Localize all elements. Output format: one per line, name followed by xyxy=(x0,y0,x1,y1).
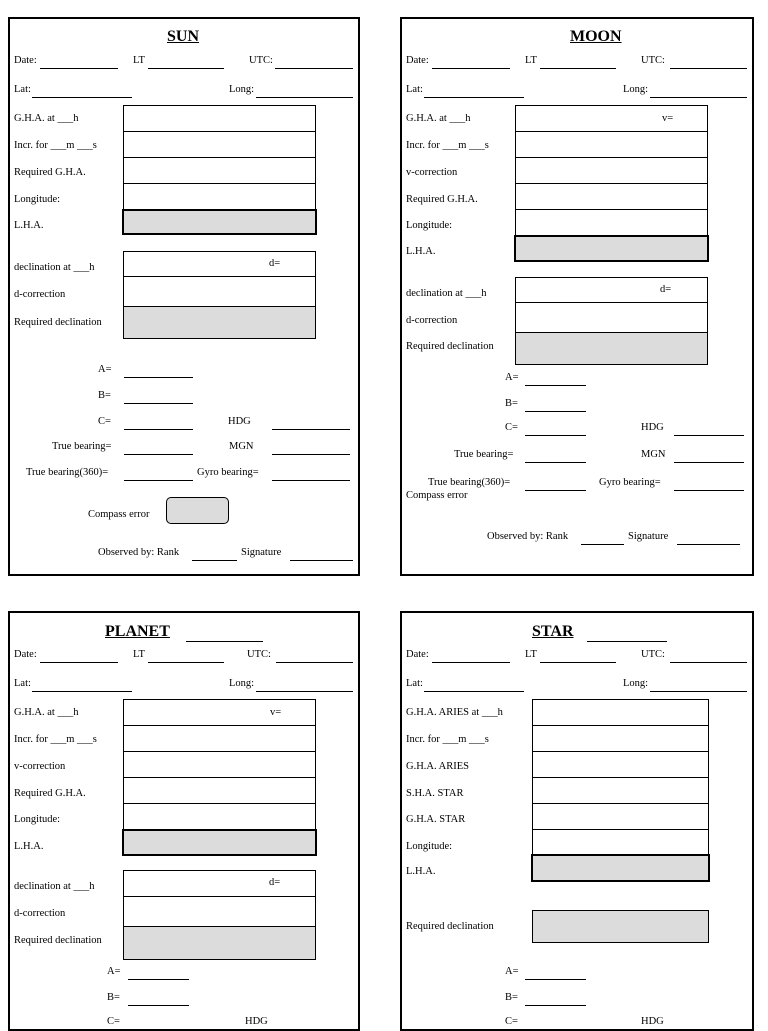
gyro-field[interactable] xyxy=(272,480,350,481)
row-label: G.H.A. ARIES xyxy=(406,761,470,772)
dec-label: d-correction xyxy=(14,908,66,919)
lat-field[interactable] xyxy=(424,691,524,692)
true-bearing-360-field[interactable] xyxy=(124,480,193,481)
gha-field[interactable] xyxy=(123,105,316,132)
b-label: B= xyxy=(505,992,518,1003)
c-label: C= xyxy=(107,1016,120,1027)
gha-field[interactable] xyxy=(515,105,708,132)
dec-label: Required declination xyxy=(406,341,494,352)
row-label: G.H.A. at ___h xyxy=(14,113,79,124)
true-bearing-field[interactable] xyxy=(124,454,193,455)
required-declination-field[interactable] xyxy=(532,910,709,943)
row-label: G.H.A. at ___h xyxy=(406,113,471,124)
observed-label: Observed by: Rank xyxy=(487,531,569,542)
lt-field[interactable] xyxy=(148,68,224,69)
declination-field[interactable] xyxy=(123,870,316,897)
compass-error-field[interactable] xyxy=(166,497,229,524)
lt-field[interactable] xyxy=(540,662,616,663)
mgn-field[interactable] xyxy=(272,454,350,455)
utc-field[interactable] xyxy=(670,68,747,69)
row-label: Longitude: xyxy=(14,194,61,205)
lt-label: LT xyxy=(133,649,145,660)
a-label: A= xyxy=(98,364,112,375)
gyro-field[interactable] xyxy=(674,490,744,491)
row-label: Incr. for ___m ___s xyxy=(14,140,97,151)
moon-form xyxy=(400,17,754,576)
rank-field[interactable] xyxy=(192,560,237,561)
hdg-field[interactable] xyxy=(272,429,350,430)
row-label: S.H.A. STAR xyxy=(406,788,464,799)
long-field[interactable] xyxy=(650,97,747,98)
form-title: MOON xyxy=(570,28,622,45)
c-field[interactable] xyxy=(124,429,193,430)
true-bearing-360-label: True bearing(360)= xyxy=(26,467,109,478)
row-label: Incr. for ___m ___s xyxy=(406,734,489,745)
mgn-field[interactable] xyxy=(674,462,744,463)
utc-label: UTC: xyxy=(641,55,665,66)
dec-label: d-correction xyxy=(406,315,458,326)
dec-label: declination at ___h xyxy=(14,881,95,892)
long-label: Long: xyxy=(229,84,255,95)
date-field[interactable] xyxy=(40,68,118,69)
row-label: G.H.A. ARIES at ___h xyxy=(406,707,503,718)
long-field[interactable] xyxy=(650,691,747,692)
c-label: C= xyxy=(505,1016,518,1027)
b-field[interactable] xyxy=(525,411,586,412)
signature-label: Signature xyxy=(628,531,669,542)
v-label: v= xyxy=(662,113,674,124)
hdg-label: HDG xyxy=(228,416,251,427)
gha-aries-field[interactable] xyxy=(532,699,709,726)
row-label: L.H.A. xyxy=(14,220,44,231)
sha-star-field[interactable] xyxy=(532,777,709,804)
lha-field[interactable] xyxy=(122,829,317,856)
hdg-label: HDG xyxy=(641,1016,664,1027)
d-label: d= xyxy=(660,284,672,295)
row-label: v-correction xyxy=(406,167,458,178)
required-gha-field[interactable] xyxy=(515,183,708,210)
signature-label: Signature xyxy=(241,547,282,558)
date-field[interactable] xyxy=(432,662,510,663)
dec-label: declination at ___h xyxy=(406,288,487,299)
utc-label: UTC: xyxy=(249,55,273,66)
rank-field[interactable] xyxy=(581,544,624,545)
row-label: Required G.H.A. xyxy=(14,788,86,799)
row-label: Required G.H.A. xyxy=(406,194,478,205)
compass-error-label: Compass error xyxy=(88,509,150,520)
row-label: Longitude: xyxy=(14,814,61,825)
row-label: L.H.A. xyxy=(406,866,436,877)
a-field[interactable] xyxy=(525,385,586,386)
true-bearing-360-field[interactable] xyxy=(525,490,586,491)
lat-label: Lat: xyxy=(406,84,423,95)
row-label: G.H.A. STAR xyxy=(406,814,466,825)
required-gha-field[interactable] xyxy=(123,777,316,804)
utc-label: UTC: xyxy=(641,649,665,660)
form-title: PLANET xyxy=(105,623,170,640)
b-field[interactable] xyxy=(128,1005,189,1006)
true-bearing-label: True bearing= xyxy=(454,449,514,460)
dec-label: Required declination xyxy=(14,935,102,946)
incr-field[interactable] xyxy=(123,725,316,752)
signature-field[interactable] xyxy=(677,544,740,545)
long-field[interactable] xyxy=(256,97,353,98)
date-field[interactable] xyxy=(40,662,118,663)
true-bearing-360-label: True bearing(360)= xyxy=(428,477,511,488)
planet-form xyxy=(8,611,360,1031)
hdg-label: HDG xyxy=(641,422,664,433)
row-label: L.H.A. xyxy=(406,246,436,257)
utc-field[interactable] xyxy=(670,662,747,663)
long-label: Long: xyxy=(623,678,649,689)
required-declination-field[interactable] xyxy=(515,332,708,365)
required-declination-field[interactable] xyxy=(123,306,316,339)
lt-field[interactable] xyxy=(540,68,616,69)
mgn-label: MGN xyxy=(229,441,254,452)
form-title: SUN xyxy=(167,28,200,45)
gha-star-field[interactable] xyxy=(532,803,709,830)
lt-label: LT xyxy=(525,649,537,660)
compass-error-label: Compass error xyxy=(406,490,468,501)
gyro-label: Gyro bearing= xyxy=(197,467,259,478)
utc-field[interactable] xyxy=(275,68,353,69)
date-label: Date: xyxy=(406,55,429,66)
a-field[interactable] xyxy=(128,979,189,980)
lat-field[interactable] xyxy=(32,97,132,98)
a-field[interactable] xyxy=(124,377,193,378)
date-label: Date: xyxy=(14,55,37,66)
row-label: Longitude: xyxy=(406,220,453,231)
lat-label: Lat: xyxy=(14,678,31,689)
row-label: v-correction xyxy=(14,761,66,772)
hdg-field[interactable] xyxy=(674,435,744,436)
b-field[interactable] xyxy=(525,1005,586,1006)
incr-field[interactable] xyxy=(532,725,709,752)
hdg-label: HDG xyxy=(245,1016,268,1027)
b-field[interactable] xyxy=(124,403,193,404)
true-bearing-field[interactable] xyxy=(525,462,586,463)
required-declination-field[interactable] xyxy=(123,926,316,960)
row-label: Incr. for ___m ___s xyxy=(14,734,97,745)
lt-label: LT xyxy=(525,55,537,66)
form-title: STAR xyxy=(532,623,574,640)
gyro-label: Gyro bearing= xyxy=(599,477,661,488)
lat-field[interactable] xyxy=(32,691,132,692)
sun-form xyxy=(8,17,360,576)
lat-field[interactable] xyxy=(424,97,524,98)
star-form xyxy=(400,611,754,1031)
declination-field[interactable] xyxy=(123,251,316,277)
d-label: d= xyxy=(269,877,281,888)
declination-field[interactable] xyxy=(515,277,708,303)
planet-name-field[interactable] xyxy=(186,641,263,642)
utc-field[interactable] xyxy=(276,662,353,663)
a-label: A= xyxy=(505,372,519,383)
required-gha-field[interactable] xyxy=(123,157,316,184)
mgn-label: MGN xyxy=(641,449,666,460)
v-correction-field[interactable] xyxy=(515,157,708,184)
lat-label: Lat: xyxy=(406,678,423,689)
lha-field[interactable] xyxy=(531,854,710,882)
d-label: d= xyxy=(269,258,281,269)
date-label: Date: xyxy=(406,649,429,660)
lha-field[interactable] xyxy=(122,209,317,235)
incr-field[interactable] xyxy=(515,131,708,158)
longitude-field[interactable] xyxy=(532,829,709,855)
long-field[interactable] xyxy=(256,691,353,692)
c-field[interactable] xyxy=(525,435,586,436)
long-label: Long: xyxy=(623,84,649,95)
lt-field[interactable] xyxy=(148,662,224,663)
row-label: G.H.A. at ___h xyxy=(14,707,79,718)
gha-aries-total-field[interactable] xyxy=(532,751,709,778)
signature-field[interactable] xyxy=(290,560,353,561)
d-correction-field[interactable] xyxy=(123,896,316,927)
observed-label: Observed by: Rank xyxy=(98,547,180,558)
lt-label: LT xyxy=(133,55,145,66)
lha-field[interactable] xyxy=(514,235,709,262)
incr-field[interactable] xyxy=(123,131,316,158)
true-bearing-label: True bearing= xyxy=(52,441,112,452)
long-label: Long: xyxy=(229,678,255,689)
a-label: A= xyxy=(107,966,121,977)
star-name-field[interactable] xyxy=(587,641,667,642)
row-label: L.H.A. xyxy=(14,841,44,852)
row-label: Incr. for ___m ___s xyxy=(406,140,489,151)
lat-label: Lat: xyxy=(14,84,31,95)
gha-field[interactable] xyxy=(123,699,316,726)
required-declination-label: Required declination xyxy=(406,921,494,932)
d-correction-field[interactable] xyxy=(515,302,708,333)
c-label: C= xyxy=(98,416,111,427)
c-label: C= xyxy=(505,422,518,433)
utc-label: UTC: xyxy=(247,649,271,660)
dec-label: Required declination xyxy=(14,317,102,328)
dec-label: declination at ___h xyxy=(14,262,95,273)
v-label: v= xyxy=(270,707,282,718)
b-label: B= xyxy=(505,398,518,409)
longitude-field[interactable] xyxy=(515,209,708,236)
row-label: Longitude: xyxy=(406,841,453,852)
row-label: Required G.H.A. xyxy=(14,167,86,178)
date-field[interactable] xyxy=(432,68,510,69)
v-correction-field[interactable] xyxy=(123,751,316,778)
b-label: B= xyxy=(107,992,120,1003)
a-field[interactable] xyxy=(525,979,586,980)
b-label: B= xyxy=(98,390,111,401)
a-label: A= xyxy=(505,966,519,977)
d-correction-field[interactable] xyxy=(123,276,316,307)
dec-label: d-correction xyxy=(14,289,66,300)
longitude-field[interactable] xyxy=(123,803,316,830)
date-label: Date: xyxy=(14,649,37,660)
longitude-field[interactable] xyxy=(123,183,316,210)
